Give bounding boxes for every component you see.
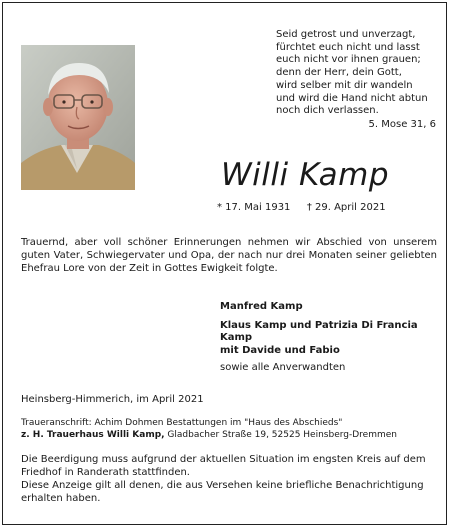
mourner-name: mit Davide und Fabio (220, 344, 340, 356)
deceased-name: Willi Kamp (221, 157, 390, 193)
notice-paragraph: Diese Anzeige gilt all denen, die aus Versehen keine briefliche Benachrichtigung erhalten haben. (21, 480, 424, 504)
verse-line: euch nicht vor ihnen grauen; (276, 54, 421, 66)
portrait-illustration (21, 45, 135, 190)
mourners-list (220, 301, 438, 375)
bible-verse (276, 29, 440, 132)
birth-date: * 17. Mai 1931 (217, 202, 291, 213)
verse-line: denn der Herr, dein Gott, (276, 67, 402, 79)
verse-line: noch dich verlassen. (276, 105, 379, 117)
address-line (21, 429, 441, 441)
portrait-photo (21, 45, 135, 190)
address-recipient: z. H. Trauerhaus Willi Kamp, (21, 430, 165, 440)
place-date: Heinsberg-Himmerich, im April 2021 (21, 394, 204, 405)
life-dates (217, 202, 386, 213)
mourning-address (21, 417, 441, 441)
address-line: Traueranschrift: Achim Dohmen Bestattungen im "Haus des Abschieds" (21, 418, 343, 428)
verse-reference: 5. Mose 31, 6 (368, 118, 436, 130)
mourner-name: Klaus Kamp und Patrizia Di Francia Kamp (220, 319, 418, 343)
verse-line: fürchtet euch nicht und lasst (276, 41, 420, 53)
verse-line: Seid getrost und unverzagt, (276, 29, 416, 40)
mourner-name: Manfred Kamp (220, 301, 303, 312)
obituary-frame (2, 2, 447, 525)
mourner-name: sowie alle Anverwandten (220, 362, 346, 373)
funeral-notice (21, 454, 441, 505)
address-street: Gladbacher Straße 19, 52525 Heinsberg-Dremmen (164, 430, 397, 440)
obituary-text: Trauernd, aber voll schöner Erinnerungen nehmen wir Abschied von unserem guten Vater, Schwiegervater und Opa, der nach nur drei Monaten seiner geliebten Ehefrau Lore von der Zeit in Gottes Ewigkeit folgte. (21, 237, 437, 274)
verse-line: wird selber mit dir wandeln (276, 79, 413, 91)
notice-paragraph: Die Beerdigung muss aufgrund der aktuellen Situation im engsten Kreis auf dem Friedhof in Randerath stattfinden. (21, 454, 426, 478)
death-date: † 29. April 2021 (306, 202, 386, 213)
verse-line: und wird die Hand nicht abtun (276, 92, 428, 104)
